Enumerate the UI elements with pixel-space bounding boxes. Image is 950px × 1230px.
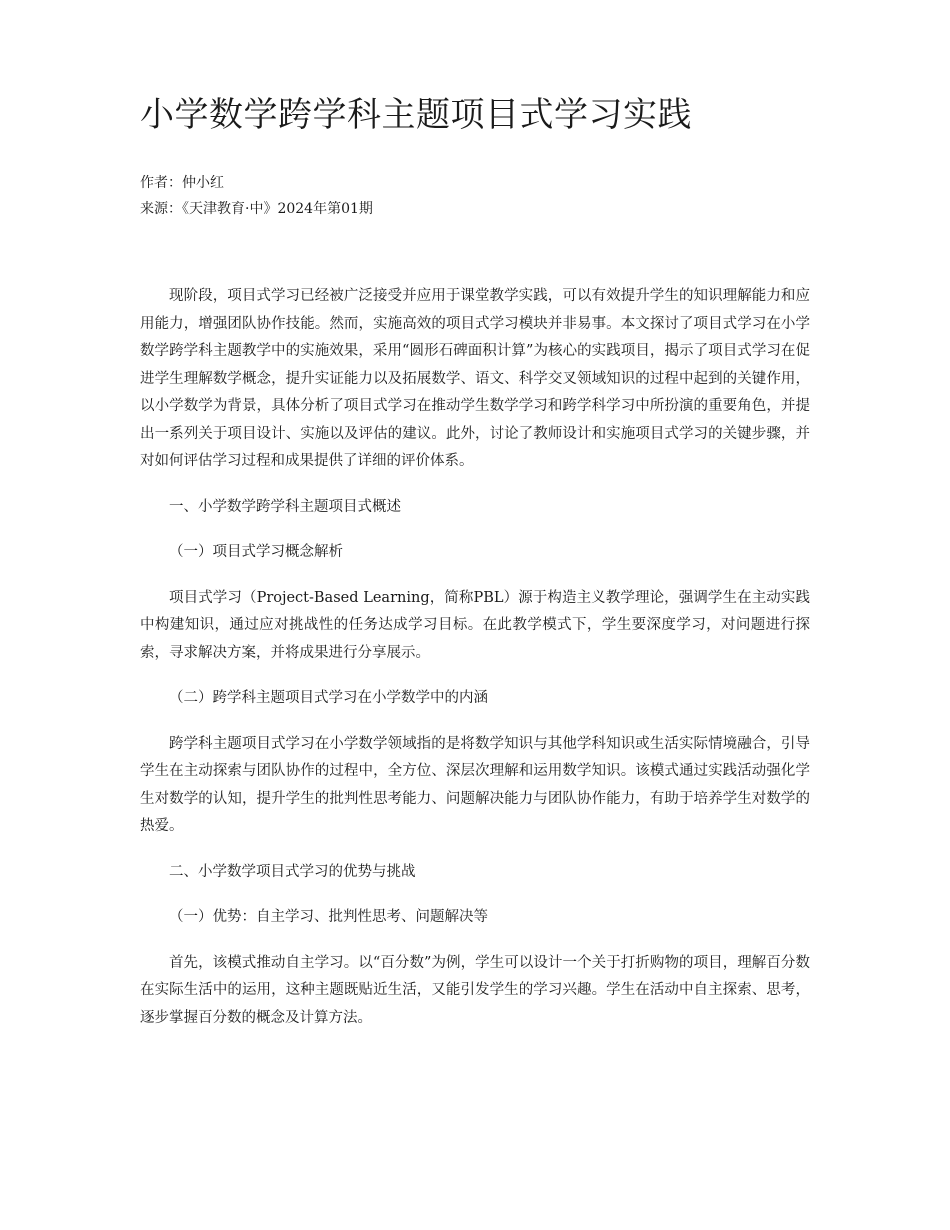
article-title: 小学数学跨学科主题项目式学习实践 <box>140 95 692 135</box>
paragraph-1-2: 跨学科主题项目式学习在小学数学领域指的是将数学知识与其他学科知识或生活实际情境融合，引导学生在主动探索与团队协作的过程中，全方位、深层次理解和运用数学知识。该模式通过实践活动强化学生对数学的认知，提升学生的批判性思考能力、问题解决能力与团队协作能力，有助于培养学生对数学的热爱。 <box>140 735 810 834</box>
section-heading-1: 一、小学数学跨学科主题项目式概述 <box>169 498 401 515</box>
paragraph-2-1: 首先，该模式推动自主学习。以“百分数”为例，学生可以设计一个关于打折购物的项目，理解百分数在实际生活中的运用，这种主题既贴近生活，又能引发学生的学习兴趣。学生在活动中自主探索、思考，逐步掌握百分数的概念及计算方法。 <box>140 954 810 1026</box>
article-body <box>140 283 810 1032</box>
subsection-heading-2-1: （一）优势：自主学习、批判性思考、问题解决等 <box>169 909 488 925</box>
paragraph-1-1: 项目式学习（Project-Based Learning，简称PBL）源于构造主义教学理论，强调学生在主动实践中构建知识，通过应对挑战性的任务达成学习目标。在此教学模式下，学生要深度学习，对问题进行探索，寻求解决方案，并将成果进行分享展示。 <box>140 589 810 661</box>
author-line: 作者：仲小红 <box>140 175 224 191</box>
source-line: 来源：《天津教育·中》2024年第01期 <box>140 201 373 217</box>
abstract-paragraph: 现阶段，项目式学习已经被广泛接受并应用于课堂教学实践，可以有效提升学生的知识理解能力和应用能力，增强团队协作技能。然而，实施高效的项目式学习模块并非易事。本文探讨了项目式学习在小学数学跨学科主题教学中的实施效果，采用“圆形石碑面积计算”为核心的实践项目，揭示了项目式学习在促进学生理解数学概念，提升实证能力以及拓展数学、语文、科学交叉领域知识的过程中起到的关键作用，以小学数学为背景，具体分析了项目式学习在推动学生数学学习和跨学科学习中所扮演的重要角色，并提出一系列关于项目设计、实施以及评估的建议。此外，讨论了教师设计和实施项目式学习的关键步骤，并对如何评估学习过程和成果提供了详细的评价体系。 <box>140 288 810 469</box>
article-meta <box>140 170 373 222</box>
subsection-heading-1-1: （一）项目式学习概念解析 <box>169 544 343 560</box>
subsection-heading-1-2: （二）跨学科主题项目式学习在小学数学中的内涵 <box>169 690 488 706</box>
section-heading-2: 二、小学数学项目式学习的优势与挑战 <box>169 863 416 880</box>
